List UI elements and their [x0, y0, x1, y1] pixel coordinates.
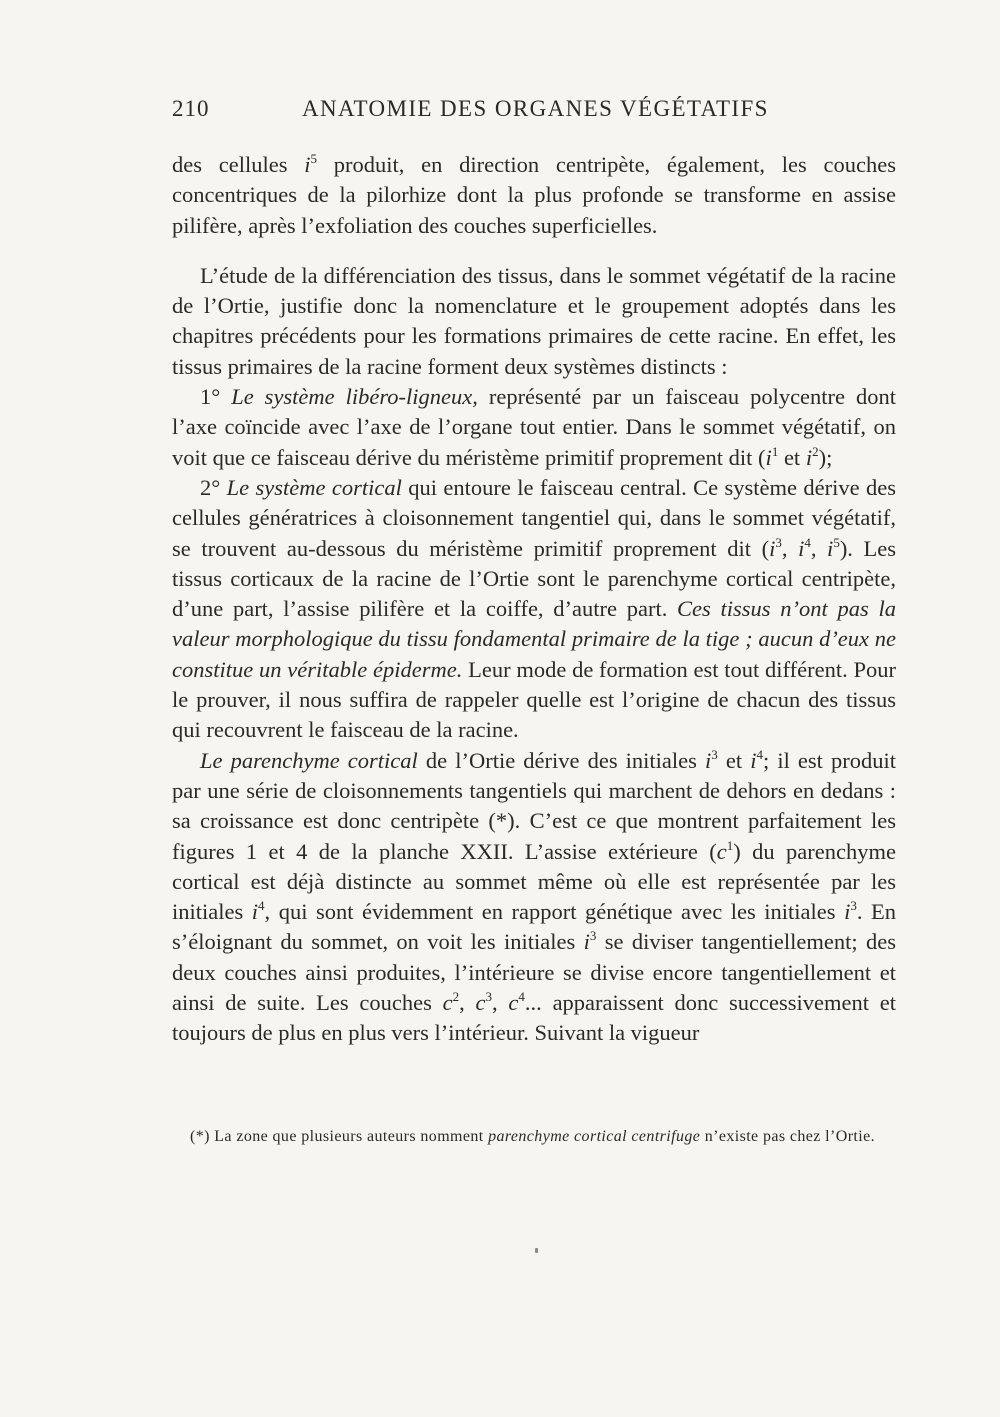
superscript: 5: [833, 534, 840, 550]
text-span: ; il est produit par une série de cloisonnements tangentiels qui marchent de dehors en dedans : sa croissance est donc centripète (*). C’est ce que montrent parfaitement les figures 1 et 4 de la planche XXII. L’assise extérieure (: [172, 747, 897, 864]
italic-symbol: c: [475, 990, 486, 1016]
italic-symbol: i: [765, 444, 772, 470]
text-span: ,: [459, 990, 476, 1016]
italic-symbol: i: [750, 747, 757, 773]
paragraph-4: [172, 473, 896, 746]
italic-symbol: i: [798, 535, 805, 561]
superscript: 3: [485, 989, 493, 1005]
body-text: [172, 150, 896, 1049]
italic-term: Le parenchyme cortical: [200, 747, 418, 773]
superscript: 5: [310, 151, 317, 166]
italic-term: Le système cortical: [226, 474, 402, 500]
page-number: 210: [172, 96, 210, 121]
superscript: 4: [518, 989, 525, 1005]
text-span: ,: [781, 535, 799, 561]
footnote: [190, 1127, 896, 1146]
paragraph-1: [172, 150, 896, 241]
superscript: 3: [775, 534, 782, 550]
paragraph-2: [172, 261, 896, 382]
text-span: ,: [492, 990, 509, 1016]
italic-symbol: i: [827, 535, 834, 561]
running-title: ANATOMIE DES ORGANES VÉGÉTATIFS: [302, 96, 769, 121]
text-span: ,: [810, 535, 828, 561]
italic-symbol: i: [705, 747, 712, 773]
italic-symbol: i: [251, 899, 259, 925]
text-span: ... apparaissent donc successivement et toujours de plus en plus vers l’intérieur. Suivant la vigueur: [172, 990, 896, 1046]
text-span: );: [818, 444, 833, 470]
text-span: (*) La zone que plusieurs auteurs nomment: [190, 1128, 489, 1145]
text-span: qui entoure le faisceau central. Ce système dérive des cellules génératrices à cloisonnement tangentiel qui, dans le sommet végétatif, se trouvent au-dessous du méristème primitif proprement dit (: [172, 474, 896, 561]
superscript: 3: [711, 746, 718, 762]
text-span: de l’Ortie dérive des initiales: [417, 747, 706, 773]
text-span: produit, en direction centripète, également, les couches concentriques de la pilorhize dont la plus profonde se transforme en assise pilifère, après l’exfoliation des couches superficielles.: [172, 152, 896, 238]
text-span: n’existe pas chez l’Ortie.: [700, 1128, 876, 1145]
italic-symbol: c: [716, 838, 727, 864]
text-span: se diviser tangentiellement; des deux couches ainsi produites, l’intérieure se divise encore tangentiellement et ainsi de suite. Les couches: [172, 929, 896, 1016]
superscript: 1: [771, 443, 779, 459]
superscript: 3: [850, 898, 857, 914]
italic-term: parenchyme cortical centrifuge: [488, 1128, 701, 1145]
italic-symbol: i: [769, 535, 776, 561]
running-head: [172, 92, 896, 132]
italic-symbol: i: [844, 899, 851, 925]
superscript: 1: [726, 837, 734, 853]
text-span: 2°: [200, 474, 227, 500]
italic-symbol: c: [442, 990, 453, 1016]
text-span: , qui sont évidemment en rapport génétique avec les initiales: [264, 899, 845, 925]
text-span: représenté par un faisceau polycentre dont l’axe coïncide avec l’axe de l’organe tout entier. Dans le sommet végétatif, on voit que ce faisceau dérive du méristème primitif proprement dit (: [172, 384, 896, 470]
text-span: . En s’éloignant du sommet, on voit les initiales: [172, 899, 896, 955]
superscript: 4: [756, 746, 763, 762]
italic-symbol: i: [583, 929, 590, 955]
superscript: 2: [452, 989, 460, 1005]
italic-statement: Ces tissus n’ont pas la valeur morphologique du tissu fondamental primaire de la tige ; aucun d’eux ne constitue un véritable épiderme.: [172, 596, 896, 682]
text-span: ) du parenchyme cortical est déjà distincte au sommet même où elle est représentée par les initiales: [172, 838, 896, 925]
superscript: 2: [812, 443, 819, 459]
text-span: et: [778, 444, 806, 470]
footnote-text: [190, 1127, 896, 1146]
book-page: [172, 92, 896, 1372]
ink-speck: [535, 1248, 538, 1253]
text-span: L’étude de la différenciation des tissus, dans le sommet végétatif de la racine de l’Ortie, justifie donc la nomenclature et le groupement adoptés dans les chapitres précédents pour les formations primaires de cette racine. En effet, les tissus primaires de la racine forment deux systèmes distincts :: [172, 262, 896, 379]
italic-symbol: i: [304, 152, 311, 177]
paragraph-5: [172, 746, 896, 1049]
italic-symbol: c: [508, 990, 519, 1016]
superscript: 3: [589, 928, 597, 944]
text-span: Leur mode de formation est tout différent. Pour le prouver, il nous suffira de rappeler quelle est l’origine de chacun des tissus qui recouvrent le faisceau de la racine.: [172, 656, 896, 743]
superscript: 4: [258, 898, 265, 914]
italic-symbol: i: [805, 444, 813, 470]
text-span: des cellules: [172, 152, 305, 177]
italic-term: Le système libéro-ligneux,: [231, 384, 478, 410]
superscript: 4: [804, 534, 811, 550]
text-span: 1°: [200, 384, 232, 410]
paragraph-3: [172, 382, 896, 473]
text-span: et: [717, 747, 751, 773]
text-span: ). Les tissus corticaux de la racine de l’Ortie sont le parenchyme cortical centripète, d’une part, l’assise pilifère et la coiffe, d’autre part.: [172, 535, 897, 622]
